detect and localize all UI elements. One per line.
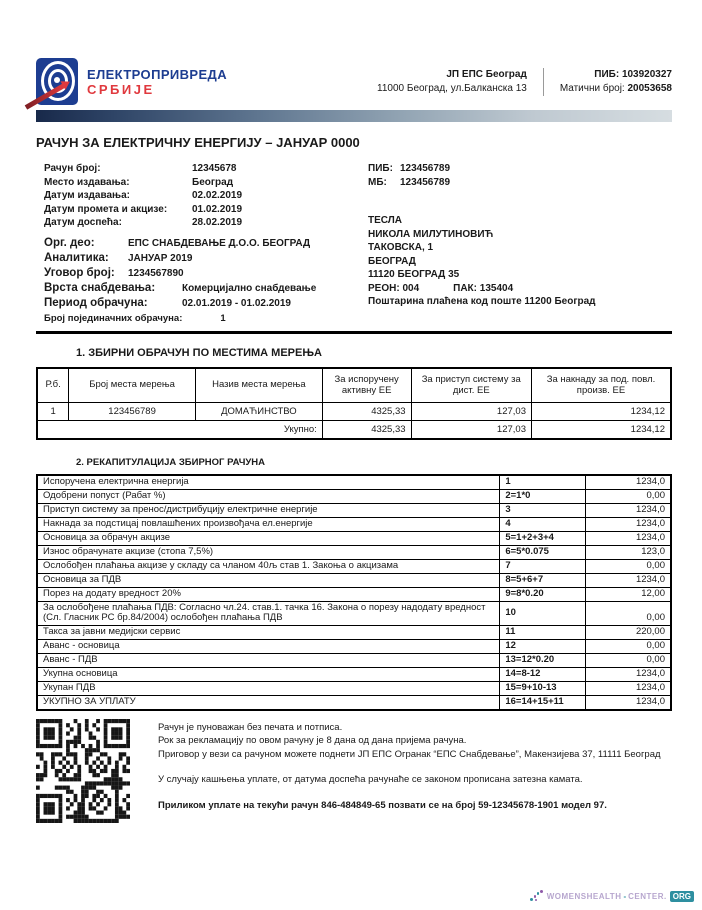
due-date-value: 28.02.2019 — [192, 217, 243, 228]
recap-desc: За ослобођене плаћања ПДВ: Согласно чл.24. став.1. тачка 16. Закона о порезу надодату вредност (Сл. Гласник РС бр.84/2004) ослобођен плаћања ПДВ — [37, 601, 500, 625]
recap-value: 1234,0 — [585, 517, 671, 531]
recap-row-12 — [37, 639, 671, 653]
issue-place-value: Београд — [192, 176, 234, 188]
issuer-pib-value: 103920327 — [621, 69, 672, 80]
recap-formula: 14=8-12 — [500, 667, 586, 681]
recap-row-7 — [37, 559, 671, 573]
recap-desc: Приступ систему за пренос/дистрибуцију електричне енергије — [37, 503, 500, 517]
metering-table — [36, 367, 672, 440]
recap-formula: 11 — [500, 625, 586, 639]
recap-value: 0,00 — [585, 559, 671, 573]
note-payment-account: Приликом уплате на текући рачун 846-484849-65 позвати се на број 59-12345678-1901 модел 97. — [158, 799, 607, 811]
eps-brand — [36, 58, 227, 105]
metering-header-row — [37, 368, 671, 403]
customer-mb-value: 123456789 — [400, 176, 451, 188]
recap-value: 0,00 — [585, 601, 671, 625]
recap-desc: УКУПНО ЗА УПЛАТУ — [37, 695, 500, 710]
customer-pib-row — [368, 162, 672, 176]
customer-postal: 11120 БЕОГРАД 35 — [368, 269, 460, 280]
brand-text — [87, 67, 227, 97]
header-issuer-info — [377, 68, 672, 96]
note-complaint-address: Приговор у вези са рачуном можете поднети ЈП ЕПС Огранак “ЕПС Снабдевање”, Макензијева 37, 11111 Београд — [158, 748, 661, 760]
bill-number-label: Рачун број: — [44, 163, 101, 174]
total-label-cell: Укупно: — [37, 420, 322, 439]
recap-value: 0,00 — [585, 653, 671, 667]
watermark-text-1: WOMENSHEALTH — [546, 892, 622, 901]
watermark-text-2: CENTER. — [628, 892, 667, 901]
reon-pak-row — [368, 282, 672, 296]
supply-values — [182, 281, 358, 311]
customer-name-line2: НИКОЛА МИЛУТИНОВИЋ — [368, 228, 494, 240]
recap-row-10 — [37, 601, 671, 625]
cell-fee-ee: 1234,12 — [531, 402, 671, 420]
recap-row-1 — [37, 475, 671, 490]
issuer-mb-line — [560, 82, 672, 96]
recap-row-8 — [37, 573, 671, 587]
pak-value: 135404 — [479, 282, 514, 294]
col-rb: Р.б. — [37, 368, 69, 403]
recap-desc: Одобрени попуст (Рабат %) — [37, 489, 500, 503]
count-value: 1 — [220, 312, 226, 324]
info-right-column — [358, 162, 672, 324]
customer-mb-row — [368, 176, 672, 190]
customer-street: ТАКОВСКА, 1 — [368, 242, 434, 253]
recap-value: 0,00 — [585, 639, 671, 653]
recap-desc: Основица за ПДВ — [37, 573, 500, 587]
recap-value: 220,00 — [585, 625, 671, 639]
section2-title: 2. РЕКАПИТУЛАЦИЈА ЗБИРНОГ РАЧУНА — [76, 456, 266, 468]
cell-rb: 1 — [37, 402, 69, 420]
recap-formula: 9=8*0.20 — [500, 587, 586, 601]
analytics-value: ЈАНУАР 2019 — [128, 252, 193, 264]
recap-formula: 5=1+2+3+4 — [500, 531, 586, 545]
recap-desc: Испоручена електрична енергија — [37, 475, 500, 490]
org-unit-value: ЕПС СНАБДЕВАЊЕ Д.О.О. БЕОГРАД — [128, 237, 311, 249]
issuer-ids-block — [560, 68, 672, 96]
recap-value: 1234,0 — [585, 667, 671, 681]
watermark-org-badge: ORG — [670, 891, 694, 903]
recap-row-6 — [37, 545, 671, 559]
recap-desc: Аванс - основица — [37, 639, 500, 653]
footer — [36, 719, 672, 823]
issue-place-label: Место издавања: — [44, 176, 130, 188]
section-divider-rule — [36, 331, 672, 334]
info-row — [44, 162, 358, 176]
recap-desc: Укупна основица — [37, 667, 500, 681]
recap-row-total — [37, 695, 671, 710]
watermark — [530, 890, 694, 903]
recap-formula: 4 — [500, 517, 586, 531]
contract-number-label: Уговор број: — [44, 266, 115, 279]
footer-notes — [158, 719, 661, 823]
reon-value: 004 — [402, 282, 420, 294]
recap-value: 1234,0 — [585, 573, 671, 587]
info-row — [44, 189, 358, 203]
analytics-label: Аналитика: — [44, 251, 109, 264]
note-late-payment: У случају кашњења уплате, от датума доспећа рачунаће се законом прописана затезна камата. — [158, 774, 583, 785]
count-line — [44, 313, 358, 324]
supply-type-value: Комерцијално снабдевање — [182, 282, 317, 294]
issuer-mb-value: 20053658 — [627, 83, 672, 94]
eps-logo-icon — [36, 58, 78, 105]
recap-value: 1234,0 — [585, 695, 671, 710]
recap-row-5 — [37, 531, 671, 545]
brand-name-line2: СРБИЈЕ — [87, 81, 155, 97]
recap-formula: 3 — [500, 503, 586, 517]
brand-name-line1: ЕЛЕКТРОПРИВРЕДА — [87, 66, 228, 82]
info-row — [44, 216, 358, 230]
qr-code-svg — [36, 719, 130, 823]
recap-formula: 6=5*0.075 — [500, 545, 586, 559]
recap-value: 1234,0 — [585, 503, 671, 517]
recap-table — [36, 474, 672, 711]
col-mesto-broj: Број места мерења — [69, 368, 196, 403]
recap-desc: Накнада за подстицај повлашћених произвођача ел.енергије — [37, 517, 500, 531]
header-divider — [543, 68, 544, 96]
org-unit-label: Орг. део: — [44, 236, 95, 249]
recap-value: 12,00 — [585, 587, 671, 601]
metering-total-row — [37, 420, 671, 439]
issuer-address-block — [377, 68, 527, 96]
issuer-pib-label: ПИБ: — [594, 69, 620, 80]
recap-row-2 — [37, 489, 671, 503]
customer-pib-label: ПИБ: — [368, 163, 393, 174]
metering-data-row — [37, 402, 671, 420]
org-block — [44, 236, 358, 281]
org-labels — [44, 236, 128, 281]
turnover-date-value: 01.02.2019 — [192, 203, 243, 215]
recap-value: 0,00 — [585, 489, 671, 503]
recap-formula: 2=1*0 — [500, 489, 586, 503]
cell-mesto-broj: 123456789 — [69, 402, 196, 420]
total-access-ee: 127,03 — [411, 420, 531, 439]
recap-row-11 — [37, 625, 671, 639]
customer-pib-value: 123456789 — [400, 163, 451, 174]
info-left-column — [36, 162, 358, 324]
recap-formula: 10 — [500, 601, 586, 625]
recap-value: 1234,0 — [585, 681, 671, 695]
issuer-address: 11000 Београд, ул.Балканска 13 — [377, 83, 527, 94]
issuer-pib-line — [560, 68, 672, 82]
note-validity: Рачун је пуноважан без печата и потписа. — [158, 721, 343, 733]
recap-row-13 — [37, 653, 671, 667]
recap-desc: Основица за обрачун акцизе — [37, 531, 500, 545]
pak-label: ПАК: — [453, 282, 477, 294]
cell-access-ee: 127,03 — [411, 402, 531, 420]
info-row — [44, 203, 358, 217]
col-active-ee: За испоручену активну ЕЕ — [322, 368, 411, 403]
recap-formula: 12 — [500, 639, 586, 653]
note-complaint-deadline: Рок за рекламацију по овом рачуну је 8 дана од дана пријема рачуна. — [158, 735, 467, 746]
recap-row-15 — [37, 681, 671, 695]
customer-address-block — [368, 214, 672, 282]
recap-desc: Аванс - ПДВ — [37, 653, 500, 667]
recap-formula: 7 — [500, 559, 586, 573]
contract-number-value: 1234567890 — [128, 267, 184, 279]
watermark-separator: - — [623, 892, 627, 901]
col-mesto-naziv: Назив места мерења — [195, 368, 322, 403]
recap-row-3 — [37, 503, 671, 517]
supply-labels — [44, 281, 182, 311]
recap-desc: Такса за јавни медијски сервис — [37, 625, 500, 639]
issue-date-label: Датум издавања: — [44, 190, 130, 201]
recap-formula: 8=5+6+7 — [500, 573, 586, 587]
header — [36, 0, 672, 105]
reon-label: РЕОН: — [368, 282, 400, 294]
customer-city: БЕОГРАД — [368, 255, 416, 267]
recap-desc: Укупан ПДВ — [37, 681, 500, 695]
supply-block — [44, 281, 358, 311]
info-row — [44, 176, 358, 190]
recap-value: 1234,0 — [585, 475, 671, 490]
recap-row-14 — [37, 667, 671, 681]
recap-row-9 — [37, 587, 671, 601]
cell-active-ee: 4325,33 — [322, 402, 411, 420]
postage-note: Поштарина плаћена код поште 11200 Београд — [368, 296, 596, 307]
billing-period-label: Период обрачуна: — [44, 296, 148, 309]
recap-formula: 16=14+15+11 — [500, 695, 586, 710]
count-label: Број појединачних обрачуна: — [44, 312, 183, 324]
col-access-ee: За приступ систему за дист. ЕЕ — [411, 368, 531, 403]
info-section — [36, 162, 672, 324]
section1-title: 1. ЗБИРНИ ОБРАЧУН ПО МЕСТИМА МЕРЕЊА — [76, 346, 322, 359]
recap-value: 1234,0 — [585, 531, 671, 545]
bill-number-value: 12345678 — [192, 163, 237, 174]
invoice-title: РАЧУН ЗА ЕЛЕКТРИЧНУ ЕНЕРГИЈУ – ЈАНУАР 0000 — [36, 135, 360, 150]
recap-desc: Ослобођен плаћања акцизе у складу са чланом 40љ став 1. Закоња о акцизама — [37, 559, 500, 573]
cell-mesto-naziv: ДОМАЋИНСТВО — [195, 402, 322, 420]
recap-desc: Износ обрачунате акцизе (стопа 7,5%) — [37, 545, 500, 559]
issuer-mb-label: Матични број: — [559, 83, 625, 94]
issue-date-value: 02.02.2019 — [192, 190, 243, 201]
turnover-date-label: Датум промета и акцизе: — [44, 203, 168, 215]
supply-type-label: Врста снабдевања: — [44, 281, 156, 294]
customer-mb-label: МБ: — [368, 176, 387, 188]
watermark-dots-icon — [530, 890, 545, 903]
recap-formula: 13=12*0.20 — [500, 653, 586, 667]
due-date-label: Датум доспећа: — [44, 217, 122, 228]
recap-row-4 — [37, 517, 671, 531]
recap-value: 123,0 — [585, 545, 671, 559]
col-fee-ee: За накнаду за под. повл. произв. ЕЕ — [531, 368, 671, 403]
billing-period-value: 02.01.2019 - 01.02.2019 — [182, 297, 291, 309]
issuer-name: ЈП ЕПС Београд — [446, 69, 527, 80]
customer-name-line1: ТЕСЛА — [368, 215, 402, 226]
recap-formula: 1 — [500, 475, 586, 490]
total-fee-ee: 1234,12 — [531, 420, 671, 439]
recap-formula: 15=9+10-13 — [500, 681, 586, 695]
recap-desc: Порез на додату вредност 20% — [37, 587, 500, 601]
org-values — [128, 236, 358, 281]
total-active-ee: 4325,33 — [322, 420, 411, 439]
gradient-bar — [36, 110, 672, 122]
